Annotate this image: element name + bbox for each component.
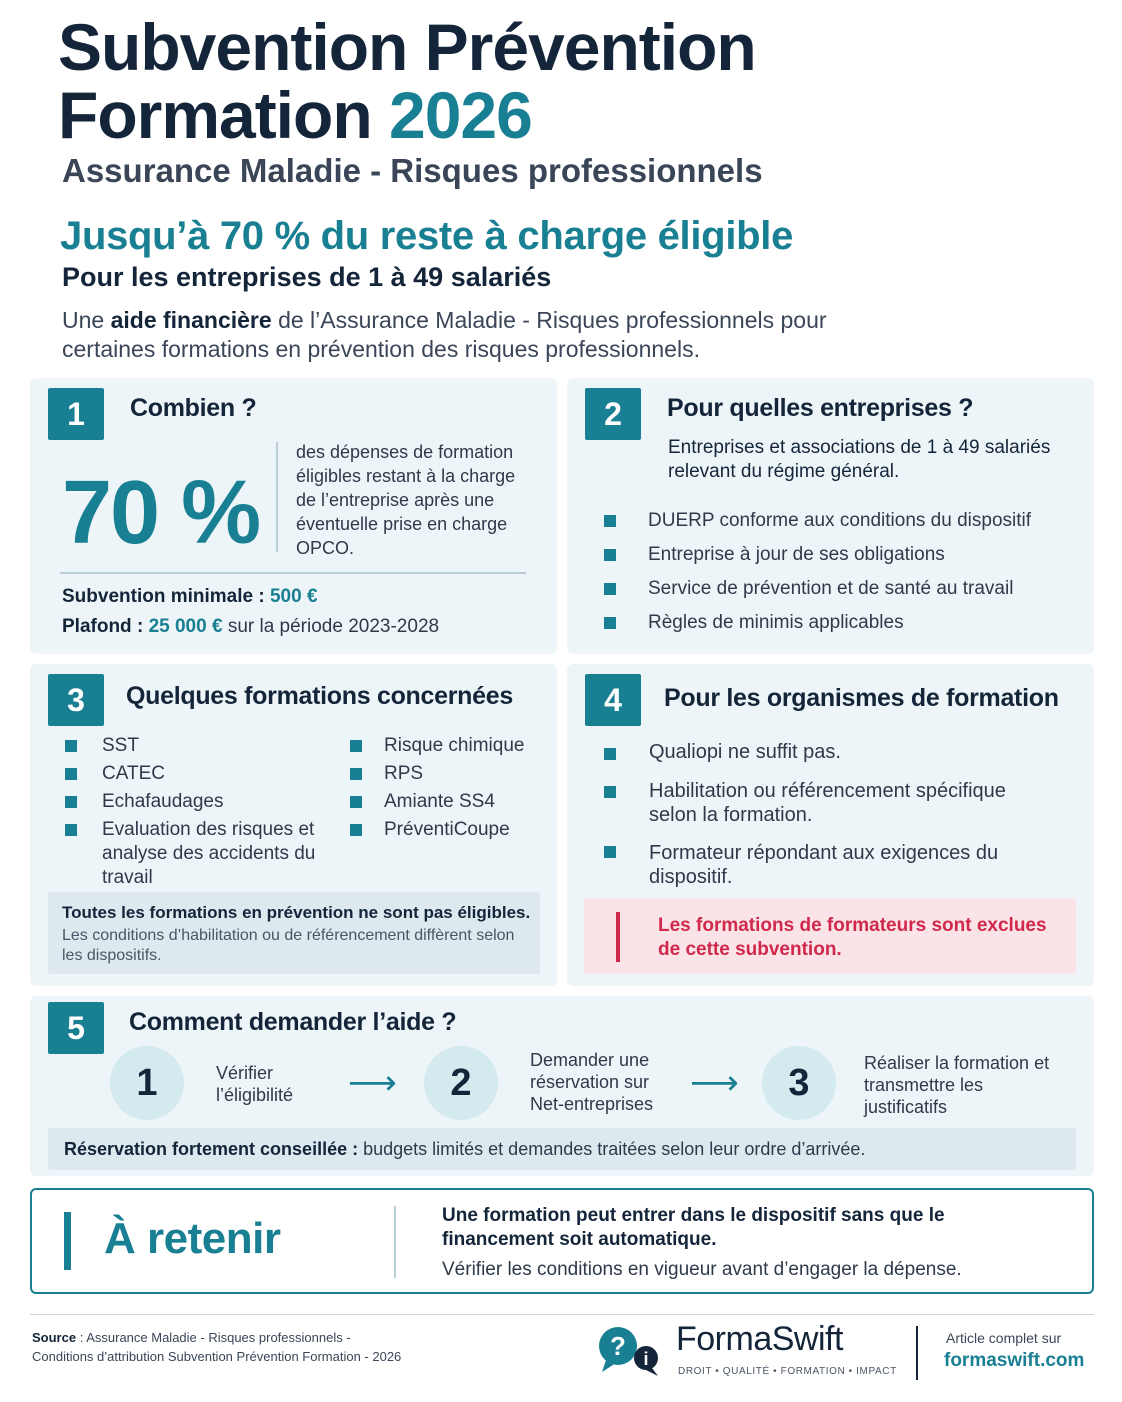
list-item: Service de prévention et de santé au travail: [648, 578, 1014, 599]
list-item: DUERP conforme aux conditions du dispositif: [648, 510, 1032, 531]
intro-text: [62, 306, 862, 364]
list-item: Formateur répondant aux exigences du dispositif.: [649, 842, 999, 888]
svg-text:?: ?: [610, 1331, 626, 1361]
card1-title: Combien ?: [130, 394, 257, 422]
list-item: Amiante SS4: [384, 791, 495, 812]
source-label: Source: [32, 1330, 77, 1345]
section-number-1: 1: [48, 388, 104, 440]
list-item: SST: [102, 735, 139, 756]
list-item: Risque chimique: [384, 735, 525, 756]
step-1-circle: 1: [110, 1046, 184, 1120]
brand-tagline: DROIT • QUALITÉ • FORMATION • IMPACT: [678, 1366, 897, 1377]
source-line1: [32, 1330, 351, 1345]
source-line2: Conditions d’attribution Subvention Prévention Formation - 2026: [32, 1349, 402, 1364]
page-title-line1: Subvention Prévention: [58, 10, 756, 84]
intro-rest: de l’Assurance Maladie - Risques professionnels pour certaines formations en prévention des risques professionnels.: [62, 307, 827, 362]
bullet-square-icon: [350, 740, 362, 752]
section-number-2: 2: [585, 388, 641, 440]
step-3-text: Réaliser la formation et transmettre les justificatifs: [864, 1053, 1050, 1117]
arrow-right-icon: ⟶: [348, 1064, 397, 1102]
bullet-square-icon: [65, 740, 77, 752]
takeaway-title: À retenir: [104, 1214, 281, 1263]
page-subtitle: Assurance Maladie - Risques professionnels: [62, 152, 763, 189]
bullet-square-icon: [604, 617, 616, 629]
title-prefix: Formation: [58, 78, 372, 152]
card4-title: Pour les organismes de formation: [664, 684, 1059, 712]
divider: [394, 1206, 396, 1278]
question-info-bubble-icon: [598, 1326, 666, 1378]
headline: Jusqu’à 70 % du reste à charge éligible: [60, 214, 794, 258]
card2-description: Entreprises et associations de 1 à 49 salariés relevant du régime général.: [668, 437, 1051, 482]
cap-subsidy: [62, 616, 439, 638]
brand-name: FormaSwift: [676, 1320, 843, 1358]
bullet-square-icon: [65, 824, 77, 836]
title-year: 2026: [389, 78, 532, 152]
reservation-detail: budgets limités et demandes traitées selon leur ordre d’arrivée.: [363, 1139, 866, 1159]
list-item: Qualiopi ne suffit pas.: [649, 741, 841, 763]
bullet-square-icon: [350, 796, 362, 808]
page-title-line2: [58, 78, 532, 152]
intro-bold: aide financière: [110, 307, 272, 333]
percentage-description: des dépenses de formation éligibles restant à la charge de l’entreprise après une éventuelle prise en charge OPCO.: [296, 442, 516, 558]
divider: [60, 572, 526, 574]
list-item: Entreprise à jour de ses obligations: [648, 544, 945, 565]
big-percentage: 70 %: [62, 463, 260, 563]
list-item: RPS: [384, 763, 424, 784]
card3-title: Quelques formations concernées: [126, 682, 513, 710]
section-number-3: 3: [48, 674, 104, 726]
section-number-5: 5: [48, 1002, 104, 1054]
bullet-square-icon: [65, 796, 77, 808]
step-1-text: Vérifier l’éligibilité: [216, 1063, 294, 1105]
divider: [276, 442, 278, 552]
list-item: Echafaudages: [102, 791, 224, 812]
cap-period: sur la période 2023-2028: [227, 616, 440, 637]
min-label: Subvention minimale :: [62, 586, 265, 607]
step-2-text: Demander une réservation sur Net-entreprises: [530, 1050, 654, 1114]
bullet-square-icon: [65, 768, 77, 780]
subheadline: Pour les entreprises de 1 à 49 salariés: [62, 262, 552, 292]
warning-text: Les formations de formateurs sont exclues de cette subvention.: [658, 915, 1047, 960]
note-title: Toutes les formations en prévention ne sont pas éligibles.: [62, 903, 531, 922]
bullet-square-icon: [604, 549, 616, 561]
bullet-square-icon: [604, 786, 616, 798]
card2-title: Pour quelles entreprises ?: [667, 394, 974, 422]
bullet-square-icon: [604, 748, 616, 760]
list-item: CATEC: [102, 763, 165, 784]
warning-bar: [616, 912, 620, 962]
reservation-text: [64, 1139, 865, 1160]
min-subsidy: [62, 586, 318, 608]
section-number-4: 4: [585, 674, 641, 726]
list-item: Habilitation ou référencement spécifique selon la formation.: [649, 780, 1006, 826]
list-item: PréventiCoupe: [384, 819, 510, 840]
note-text: Les conditions d’habilitation ou de référencement diffèrent selon les dispositifs.: [62, 927, 515, 964]
reservation-label: Réservation fortement conseillée :: [64, 1139, 359, 1159]
arrow-right-icon: ⟶: [690, 1064, 739, 1102]
min-value: 500 €: [269, 586, 318, 607]
divider: [916, 1326, 918, 1380]
bullet-square-icon: [604, 583, 616, 595]
step-2-circle: 2: [424, 1046, 498, 1120]
step-3-circle: 3: [762, 1046, 836, 1120]
bullet-square-icon: [604, 515, 616, 527]
svg-text:i: i: [643, 1349, 649, 1369]
takeaway-sub: Vérifier les conditions en vigueur avant d’engager la dépense.: [442, 1259, 962, 1280]
list-item: Evaluation des risques et analyse des accidents du travail: [102, 819, 316, 888]
takeaway-main: Une formation peut entrer dans le dispositif sans que le financement soit automatique.: [442, 1205, 945, 1250]
article-label: Article complet sur: [946, 1330, 1062, 1346]
cap-label: Plafond :: [62, 616, 144, 637]
article-link[interactable]: formaswift.com: [944, 1350, 1085, 1371]
takeaway-bar: [64, 1212, 71, 1270]
footer-divider: [30, 1314, 1094, 1315]
bullet-square-icon: [350, 768, 362, 780]
bullet-square-icon: [350, 824, 362, 836]
bullet-square-icon: [604, 846, 616, 858]
cap-value: 25 000 €: [148, 616, 223, 637]
list-item: Règles de minimis applicables: [648, 612, 904, 633]
intro-prefix: Une: [62, 307, 105, 333]
card5-title: Comment demander l’aide ?: [129, 1008, 457, 1036]
source-text: : Assurance Maladie - Risques professionnels -: [79, 1330, 351, 1345]
